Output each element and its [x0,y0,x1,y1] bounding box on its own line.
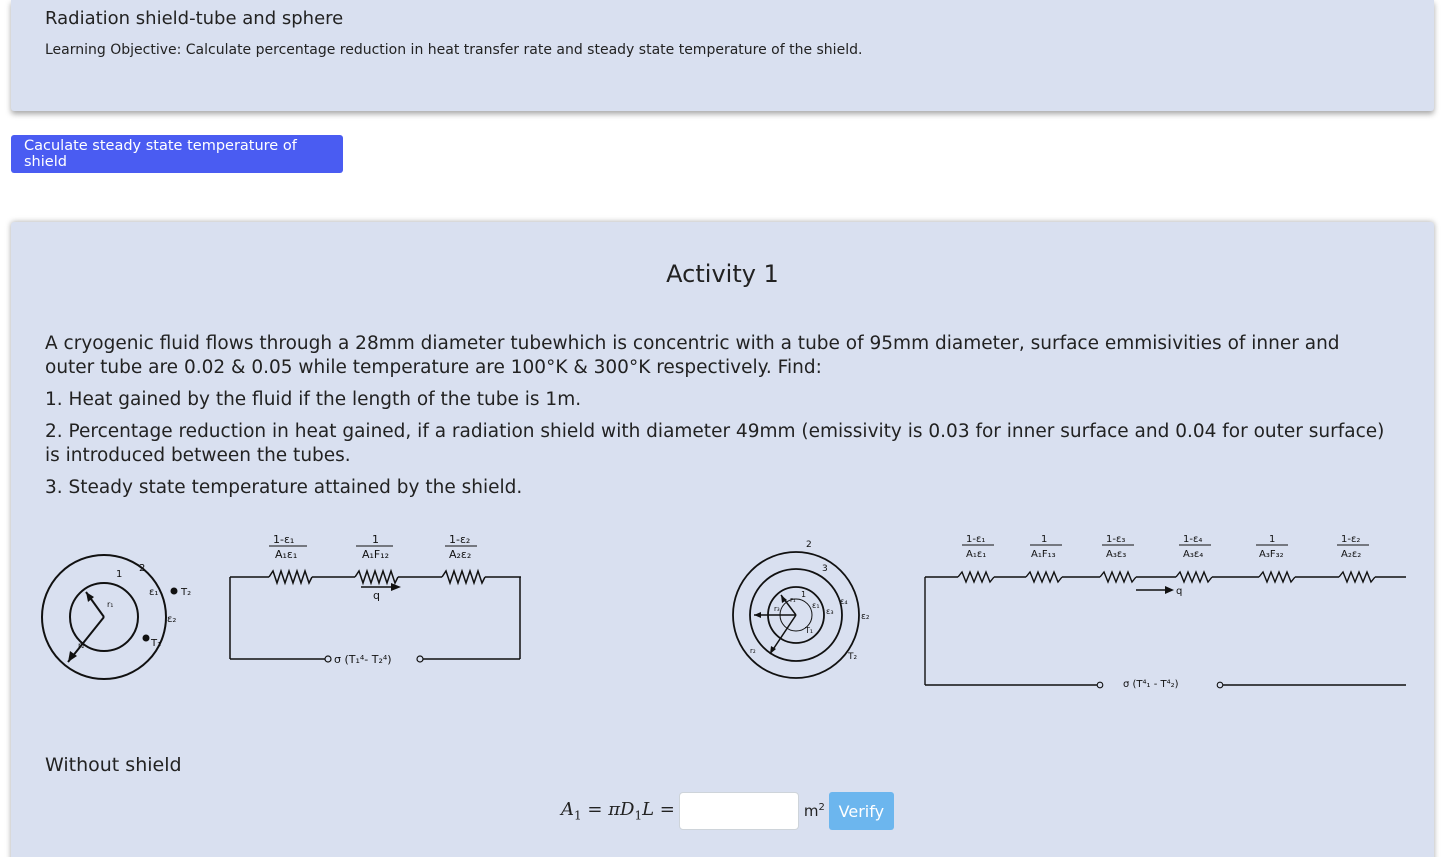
circle-label-t1: T₁ [151,638,162,649]
resistor-3-num: 1-ε₂ [449,533,471,546]
circle2-label-2: 2 [806,540,812,550]
learning-objective: Learning Objective: Calculate percentage reduction in heat transfer rate and steady state temperature of the shield. [45,42,863,58]
with-shield-diagram [726,527,1406,697]
circle2-label-r3: r₃ [774,605,780,613]
header-card [11,0,1434,111]
area-unit [804,802,825,820]
r-res-2-den: A₁F₁₃ [1031,549,1056,560]
r-res-2-num: 1 [1041,534,1048,545]
circle2-label-3: 3 [822,564,828,574]
problem-intro: A cryogenic fluid flows through a 28mm diameter tubewhich is concentric with a tube of 95mm diameter, surface emmisivities of inner and outer tube are 0.02 & 0.05 while temperature are 100°K & 300°K respectively. Find: [45,333,1340,378]
flow-label-left: q [373,589,380,602]
circle-label-r2: r₂ [78,641,85,650]
circle-label-e2: ε₂ [167,614,177,625]
verify-button[interactable]: Verify [829,792,894,830]
area-formula-row [561,792,894,830]
resistor-2-den: A₁F₁₂ [362,548,390,561]
r-res-5-den: A₃F₃₂ [1259,549,1284,560]
resistor-3 [442,571,485,583]
t2-dot [171,588,178,595]
r-res-1-den: A₁ε₁ [966,549,987,560]
activity-card [11,222,1434,857]
question-2: 2. Percentage reduction in heat gained, if a radiation shield with diameter 49mm (emissivity is 0.03 for inner surface and 0.04 for outer surface) is introduced between the tubes. [45,421,1385,466]
r-res-6-den: A₂ε₂ [1341,549,1362,560]
circle2-label-e1: ε₁ [812,601,820,610]
circle2-label-e4: ε₄ [840,597,848,606]
circle2-label-e2: ε₂ [861,612,870,622]
section-label-without-shield: Without shield [45,754,182,776]
calculate-shield-temperature-button[interactable]: Caculate steady state temperature of shield [11,135,343,173]
unit-base: m [803,802,819,820]
area-answer-input[interactable] [679,792,799,830]
without-shield-diagram [41,527,521,687]
circle2-label-e3: ε₃ [826,607,834,616]
circle2-label-1: 1 [801,590,807,599]
circle-label-2: 2 [139,563,146,574]
circle-label-t2: T₂ [181,587,192,598]
page-title: Radiation shield-tube and sphere [45,8,344,29]
area-formula: $A_1 = \pi D_1L$ = [561,799,675,823]
r-res-3-num: 1-ε₃ [1106,534,1126,545]
resistor-3-den: A₂ε₂ [449,548,472,561]
question-1: 1. Heat gained by the fluid if the length of the tube is 1m. [45,389,582,410]
resistor-2-num: 1 [372,533,379,546]
r-res-6-num: 1-ε₂ [1341,534,1361,545]
flow-label-right: q [1176,586,1183,597]
r-res-5-num: 1 [1269,534,1276,545]
question-3: 3. Steady state temperature attained by the shield. [45,477,523,498]
r-res-4-den: A₃ε₄ [1183,549,1204,560]
resistor-1-den: A₁ε₁ [275,548,298,561]
r-res-1-num: 1-ε₁ [966,534,986,545]
resistor-1 [269,571,312,583]
figure-with-shield [726,527,1406,701]
activity-title: Activity 1 [666,260,779,288]
resistor-1-num: 1-ε₁ [273,533,295,546]
figure-without-shield [41,527,521,691]
problem-statement [45,332,1385,508]
source-label-left: σ (T₁⁴- T₂⁴) [334,653,392,666]
unit-superscript: 2 [818,802,825,813]
circle2-label-r2: r₂ [750,647,756,655]
circle-label-r1: r₁ [107,600,114,609]
circle2-label-t1: T₁ [805,626,814,635]
source-label-right: σ (T⁴₁ - T⁴₂) [1123,679,1179,690]
r-res-4-num: 1-ε₄ [1183,534,1203,545]
circle-label-e1: ε₁ [149,587,159,598]
resistor-2 [355,571,398,583]
circle2-label-t2: T₂ [848,652,858,662]
circle2-label-r1: r₁ [790,596,796,604]
r-res-3-den: A₃ε₃ [1106,549,1127,560]
circle-label-1: 1 [116,569,123,580]
t1-dot [143,635,150,642]
